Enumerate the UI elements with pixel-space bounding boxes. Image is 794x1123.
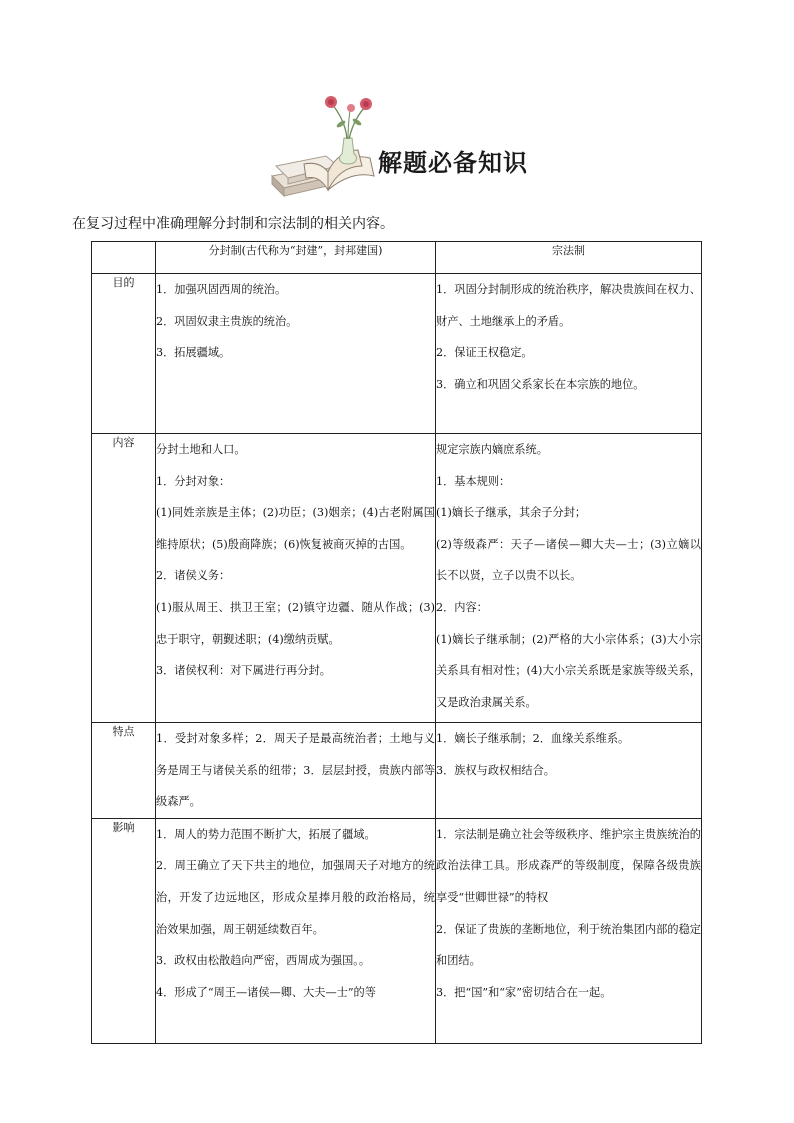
row-label: 影响 <box>92 818 156 1043</box>
zongfa-cell <box>436 434 702 723</box>
cell-line: 4．形成了“周王—诸侯—卿、大夫—士”的等 <box>156 985 376 999</box>
fengjian-cell <box>156 274 436 434</box>
cell-line: 3．族权与政权相结合。 <box>436 763 555 777</box>
row-label: 特点 <box>92 723 156 819</box>
cell-line: 2．巩固奴隶主贵族的统治。 <box>156 314 298 328</box>
cell-line: 3．政权由松散趋向严密，西周成为强国。。 <box>156 954 371 968</box>
cell-line: 1．受封对象多样；2．周天子是最高统治者；土地与义务是周王与诸侯关系的纽带；3．层层封授，贵族内部等级森严。 <box>156 732 435 809</box>
cell-line: 1．基本规则： <box>436 474 511 488</box>
fengjian-cell <box>156 723 436 819</box>
cell-line: 2．保证了贵族的垄断地位，利于统治集团内部的稳定和团结。 <box>436 922 701 968</box>
zongfa-cell <box>436 818 702 1043</box>
cell-line: 3．拓展疆域。 <box>156 346 231 360</box>
cell-line: 1．周人的势力范围不断扩大，拓展了疆域。 <box>156 827 376 841</box>
cell-line: (1)服从周王、拱卫王室；(2)镇守边疆、随从作战；(3)忠于职守，朝觐述职；(4)缴纳贡赋。 <box>156 600 435 646</box>
cell-line: (2)等级森严：天子—诸侯—卿大夫—士；(3)立嫡以长不以贤，立子以贵不以长。 <box>436 537 701 583</box>
header-cell-fengjian: 分封制(古代称为“封建”，封邦建国) <box>156 242 436 274</box>
table-row <box>92 723 702 819</box>
header-cell-zongfa: 宗法制 <box>436 242 702 274</box>
cell-line: 3．确立和巩固父系家长在本宗族的地位。 <box>436 377 645 391</box>
cell-line: (1)嫡长子继承，其余子分封； <box>436 506 587 520</box>
page-title: 解题必备知识 <box>378 149 528 177</box>
cell-line: 分封土地和人口。 <box>156 443 246 456</box>
table-header-row <box>92 242 702 274</box>
cell-line: 1．宗法制是确立社会等级秩序、维护宗主贵族统治的政治法律工具。形成森严的等级制度，保障各级贵族享受“世卿世禄”的特权 <box>436 827 701 904</box>
comparison-table <box>91 241 702 1044</box>
table-row <box>92 818 702 1043</box>
cell-line: 2．周王确立了天下共主的地位，加强周天子对地方的统治，开发了边远地区，形成众星捧月般的政治格局，统治效果加强，周王朝延续数百年。 <box>156 859 435 936</box>
intro-text: 在复习过程中准确理解分封制和宗法制的相关内容。 <box>72 216 394 232</box>
cell-line: 2．保证王权稳定。 <box>436 346 533 360</box>
table-body <box>92 242 702 1044</box>
row-label: 目的 <box>92 274 156 434</box>
cell-line: 1．加强巩固西周的统治。 <box>156 283 287 296</box>
row-label: 内容 <box>92 434 156 723</box>
cell-line: 1．巩固分封制形成的统治秩序，解决贵族间在权力、财产、土地继承上的矛盾。 <box>436 283 701 328</box>
fengjian-cell <box>156 434 436 723</box>
cell-line: (1)嫡长子继承制；(2)严格的大小宗体系；(3)大小宗关系具有相对性；(4)大小宗关系既是家族等级关系，又是政治隶属关系。 <box>436 632 701 709</box>
cell-line: 规定宗族内嫡庶系统。 <box>436 443 548 456</box>
fengjian-cell <box>156 818 436 1043</box>
cell-line: 1．分封对象： <box>156 474 231 488</box>
header-cell-empty <box>92 242 156 274</box>
cell-line: 2．诸侯义务： <box>156 569 231 583</box>
section-header <box>266 92 556 204</box>
cell-line: 1．嫡长子继承制；2．血缘关系维系。 <box>436 732 630 745</box>
table-row <box>92 434 702 723</box>
cell-line: 2．内容： <box>436 600 488 614</box>
zongfa-cell <box>436 274 702 434</box>
table-row <box>92 274 702 434</box>
cell-line: 3．诸侯权利：对下属进行再分封。 <box>156 664 331 678</box>
zongfa-cell <box>436 723 702 819</box>
cell-line: (1)同姓亲族是主体；(2)功臣；(3)姻亲；(4)古老附属国维持原状；(5)殷商降族；(6)恢复被商灭掉的古国。 <box>156 506 435 551</box>
cell-line: 3．把“国”和“家”密切结合在一起。 <box>436 985 612 999</box>
